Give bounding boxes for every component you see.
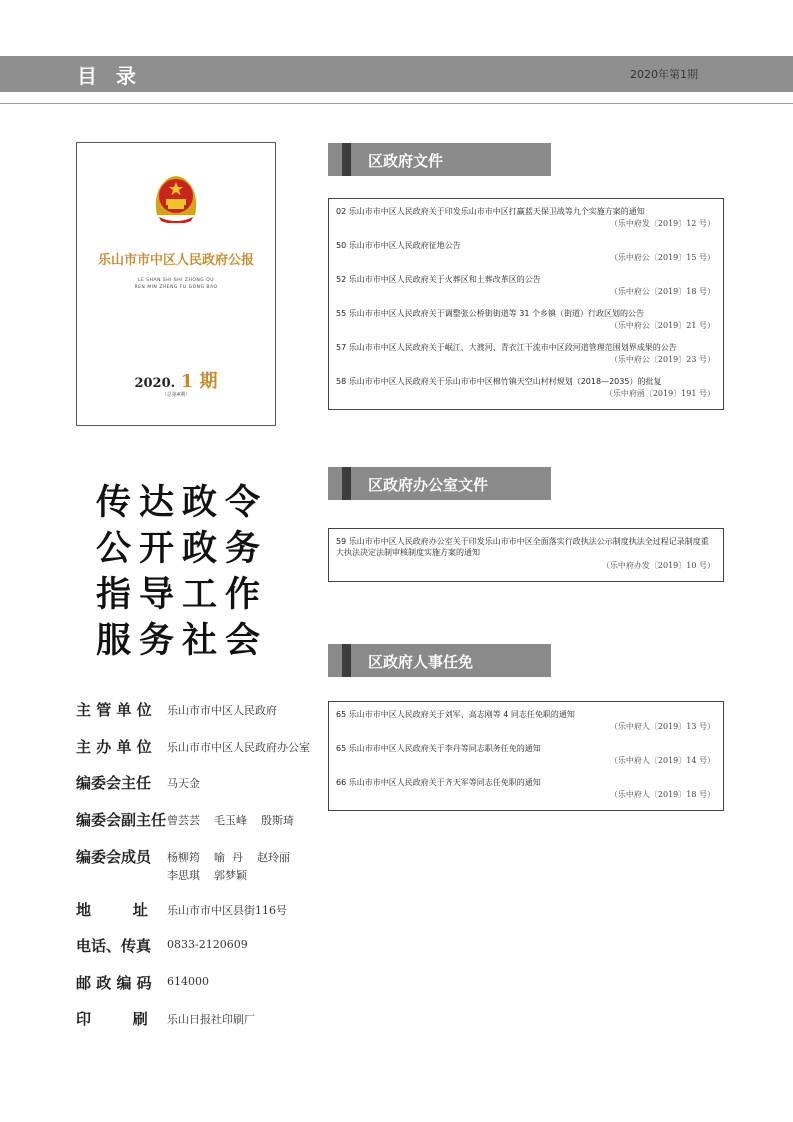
toc-entry-title: 65 乐山市市中区人民政府关于刘军、高志刚等 4 同志任免职的通知 [336,710,575,719]
info-value: 乐山市市中区人民政府 [167,704,277,717]
section-header-bar [342,644,351,677]
toc-entry-title: 02 乐山市市中区人民政府关于印发乐山市市中区打赢蓝天保卫战等九个实施方案的通知 [336,207,645,216]
info-value: 曾芸芸 毛玉峰 殷斯琦 [167,814,294,827]
slogan-line: 指导工作 [96,575,269,615]
section-header-bar [342,467,351,500]
toc-entry-number: （乐中府公〔2019〕21 号） [609,321,715,330]
toc-entry[interactable] [336,342,715,364]
info-value: 614000 [167,975,209,988]
toc-entry[interactable] [336,376,715,398]
toc-entry[interactable] [336,274,715,296]
toc-entry-number: （乐中府办发〔2019〕10 号） [601,561,715,570]
info-value: 李思琪 郭梦颖 [167,869,247,882]
info-label: 印 刷 [76,1010,148,1028]
toc-entry[interactable] [336,743,715,765]
section-header-bar [342,143,351,176]
info-label: 电话、传真 [76,937,152,955]
slogan-line: 服务社会 [96,621,269,661]
national-emblem-icon [151,171,201,223]
info-label: 编委会成员 [76,848,152,866]
toc-entry[interactable] [336,206,715,228]
toc-entry-number: （乐中府函〔2019〕191 号） [604,389,715,398]
info-label: 编委会副主任 [76,811,167,829]
toc-entry-number: （乐中府人〔2019〕14 号） [609,756,715,765]
cover-total-issue: （总第4期） [161,392,191,398]
cover-pinyin-line1: LE SHAN SHI SHI ZHONG QU [137,278,215,283]
toc-entry-title: 52 乐山市市中区人民政府关于火葬区和土葬改革区的公告 [336,275,541,284]
info-label: 邮 政 编 码 [76,974,152,992]
toc-entry-number: （乐中府发〔2019〕12 号） [609,219,715,228]
info-value: 乐山日报社印刷厂 [167,1013,255,1026]
section-header-personnel [328,644,551,677]
info-label: 地 址 [76,901,148,919]
toc-box-district-docs [328,198,724,410]
toc-entry-number: （乐中府人〔2019〕13 号） [609,722,715,731]
cover-thumbnail [76,142,276,426]
info-value: 乐山市市中区县街116号 [167,904,287,917]
toc-entry[interactable] [336,308,715,330]
info-value: 乐山市市中区人民政府办公室 [167,741,310,754]
cover-title: 乐山市市中区人民政府公报 [97,253,254,268]
toc-entry-title: 57 乐山市市中区人民政府关于岷江、大渡河、青衣江干流市中区段河道管理范围划界成果的公告 [336,343,677,352]
toc-box-personnel [328,701,724,811]
section-title: 区政府办公室文件 [368,476,489,494]
info-value: 0833-2120609 [167,938,248,951]
info-label: 编委会主任 [76,774,152,792]
info-value: 杨柳筠 喻 丹 赵玲丽 [167,851,290,864]
toc-entry-title: 55 乐山市市中区人民政府关于调整张公桥街街道等 31 个乡镇（街道）行政区划的公告 [336,309,644,318]
cover-issue [77,367,275,393]
info-value: 马天金 [167,777,200,790]
info-label: 主 管 单 位 [76,701,152,719]
section-title: 区政府文件 [368,152,444,170]
toc-entry-title: 50 乐山市市中区人民政府征地公告 [336,241,461,250]
slogan-line: 公开政务 [96,529,269,569]
toc-entry-title: 65 乐山市市中区人民政府关于李丹等同志职务任免的通知 [336,744,541,753]
slogan-line: 传达政令 [96,483,269,523]
section-header-district-docs [328,143,551,176]
section-header-office-docs [328,467,551,500]
toc-entry-title: 66 乐山市市中区人民政府关于齐天军等同志任免职的通知 [336,778,541,787]
toc-entry-number: （乐中府人〔2019〕18 号） [609,790,715,799]
toc-entry-title: 58 乐山市市中区人民政府关于乐山市市中区棉竹镇天空山村村规划（2018—2035）的批复 [336,377,662,386]
toc-entry[interactable] [336,709,715,731]
cover-pinyin-line2: REN MIN ZHENG FU GONG BAO [134,285,218,290]
toc-entry-number: （乐中府公〔2019〕18 号） [609,287,715,296]
toc-box-office-docs [328,528,724,582]
toc-entry-title: 59 乐山市市中区人民政府办公室关于印发乐山市市中区全面落实行政执法公示制度执法全过程记录制度重大执法决定法制审核制度实施方案的通知 [336,537,709,557]
page-title: 目 录 [77,64,142,88]
toc-entry-number: （乐中府公〔2019〕15 号） [609,253,715,262]
cover-issue-year: 2020. [134,376,176,391]
toc-entry-number: （乐中府公〔2019〕23 号） [609,355,715,364]
info-label: 主 办 单 位 [76,738,152,756]
toc-entry[interactable] [336,240,715,262]
section-title: 区政府人事任免 [368,653,474,671]
toc-entry[interactable] [336,536,715,570]
header-divider [0,103,793,104]
issue-label: 2020年第1期 [630,68,698,81]
cover-issue-number: 1 期 [180,371,218,392]
toc-entry[interactable] [336,777,715,799]
